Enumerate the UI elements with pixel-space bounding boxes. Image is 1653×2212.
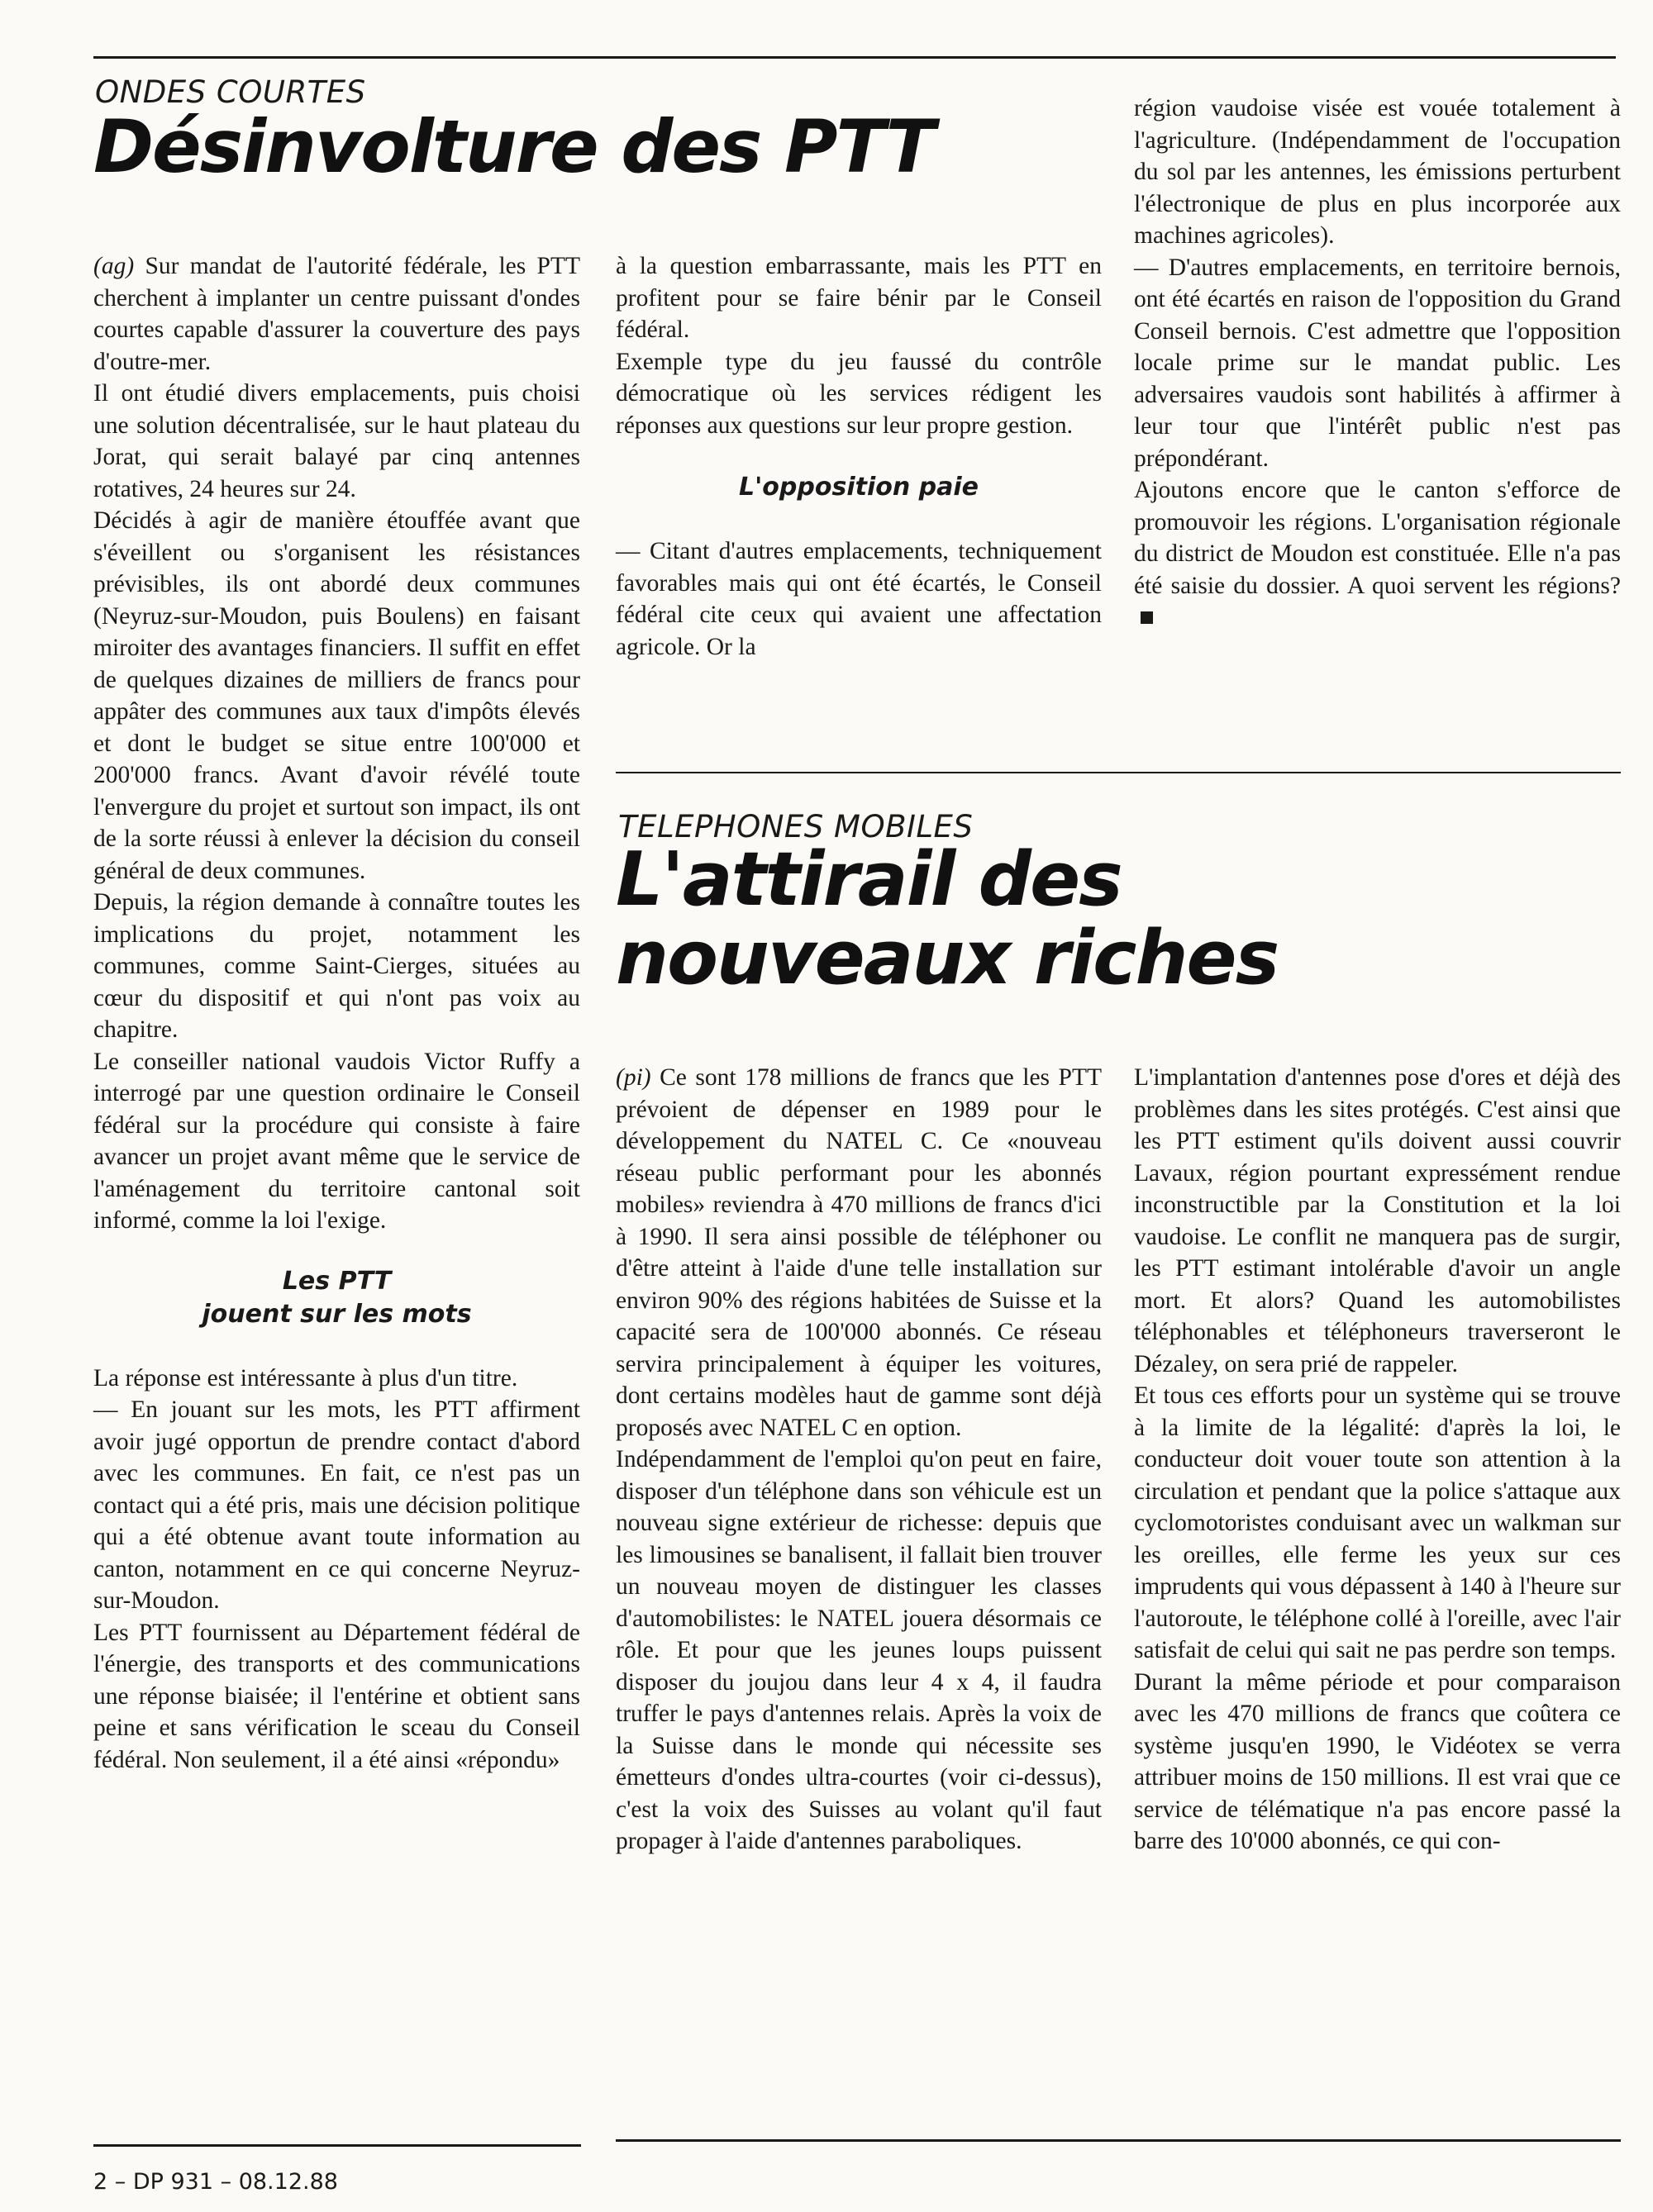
paragraph-text: Durant la même période et pour comparaison avec les 470 millions de francs que coûtera ce système jusqu'en 1990, le Vidéotex se verra attribuer moins de 150 millions. Il est vrai que ce service de télématique n'a pas encore passé la barre des 10'000 abonnés, ce qui con- xyxy=(1134,1668,1621,1854)
article1-subhead-2: L'opposition paie xyxy=(739,473,979,502)
paragraph xyxy=(616,535,1102,663)
article1-col2b-body xyxy=(616,535,1102,663)
article2-kicker: TELEPHONES MOBILES xyxy=(618,809,974,844)
article1-kicker: ONDES COURTES xyxy=(95,74,366,110)
paragraph xyxy=(1134,1062,1621,1380)
article2-col2-body xyxy=(616,1062,1102,1858)
article1-subhead-1-line1: Les PTT xyxy=(282,1266,392,1296)
paragraph-text: Et tous ces efforts pour un système qui se trouve à la limite de la légalité: d'après la loi, le conducteur doit vouer toute son attention à la circulation et pendant que la police s'attaque aux cyclomotoristes conduisant avec un walkman sur les oreilles, elle ferme les yeux sur ces imprudents qui vous dépassent à 140 à l'heure sur l'autoroute, le téléphone collé à l'oreille, avec l'air satisfait de celui qui sait ne pas perdre son temps. xyxy=(1134,1382,1621,1663)
paragraph xyxy=(93,1617,580,1777)
paragraph xyxy=(1134,1667,1621,1858)
article-separator-rule xyxy=(616,772,1621,773)
article1-column-2 xyxy=(616,250,1102,663)
paragraph xyxy=(1134,1380,1621,1667)
paragraph-text: Il ont étudié divers emplacements, puis choisi une solution décentralisée, sur le haut plateau du Jorat, qui serait balayé par cinq antennes rotatives, 24 heures sur 24. xyxy=(93,380,580,502)
paragraph-text: Ce sont 178 millions de francs que les PTT prévoient de dépenser en 1989 pour le développement du NATEL C. Ce «nouveau réseau public performant pour les abonnés mobiles» reviendra à 470 millions de francs d'ici à 1990. Il sera ainsi possible de téléphoner ou d'être atteint à l'aide d'une telle installation sur environ 90% des régions habitées de Suisse et la capacité sera de 100'000 abonnés. Ce réseau servira principalement à équiper les voitures, dont certains modèles haut de gamme sont déjà proposés avec NATEL C en option. xyxy=(616,1064,1102,1441)
paragraph-text: — Citant d'autres emplacements, techniquement favorables mais qui ont été écartés, le Conseil fédéral cite ceux qui avaient une affectation agricole. Or la xyxy=(616,538,1102,660)
top-rule xyxy=(93,56,1616,59)
author-initials: (pi) xyxy=(616,1064,651,1091)
paragraph-text: — En jouant sur les mots, les PTT affirment avoir jugé opportun de prendre contact d'abord avec les communes. En fait, ce n'est pas un contact qui a été pris, mais une décision politique qui a été obtenue avant toute information au canton, notamment en ce qui concerne Neyruz-sur-Moudon. xyxy=(93,1396,580,1614)
paragraph-text: Depuis, la région demande à connaître toutes les implications du projet, notamment les communes, comme Saint-Cierges, situées au cœur du dispositif et qui n'ont pas voix au chapitre. xyxy=(93,889,580,1043)
article1-column-3 xyxy=(1134,93,1621,634)
paragraph-text: L'implantation d'antennes pose d'ores et déjà des problèmes dans les sites protégés. C'est ainsi que les PTT estiment qu'ils doivent aussi couvrir Lavaux, région pourtant expressément rendue inconstructible par la Constitution et la loi vaudoise. Le conflit ne manquera pas de surgir, les PTT estimant intolérable d'avoir un angle mort. Et alors? Quand les automobilistes téléphonables et téléphoneurs traverseront le Dézaley, on sera prié de rappeler. xyxy=(1134,1064,1621,1377)
paragraph xyxy=(616,1444,1102,1858)
paragraph xyxy=(1134,474,1621,634)
paragraph xyxy=(616,250,1102,346)
article1-col3-body xyxy=(1134,93,1621,634)
paragraph xyxy=(616,1062,1102,1444)
paragraph xyxy=(93,378,580,505)
paragraph-text: La réponse est intéressante à plus d'un titre. xyxy=(93,1364,518,1391)
paragraph-text: à la question embarrassante, mais les PTT en profitent pour se faire bénir par le Conseil fédéral. xyxy=(616,253,1102,343)
end-of-article-mark xyxy=(1141,611,1153,624)
page-footer: 2 – DP 931 – 08.12.88 xyxy=(93,2169,338,2195)
article1-col1b-body xyxy=(93,1363,580,1777)
article1-subhead-1-line2: jouent sur les mots xyxy=(202,1299,472,1329)
author-initials: (ag) xyxy=(93,253,135,279)
article2-title-line2: nouveaux riches xyxy=(616,915,1279,1001)
paragraph xyxy=(93,250,580,378)
paragraph-text: Ajoutons encore que le canton s'efforce de promouvoir les régions. L'organisation régionale du district de Moudon est constituée. Elle n'a pas été saisie du dossier. A quoi servent les régions? xyxy=(1134,477,1621,599)
paragraph xyxy=(93,505,580,887)
paragraph xyxy=(93,1363,580,1395)
paragraph-text: Indépendamment de l'emploi qu'on peut en faire, disposer d'un téléphone dans son véhicule est un nouveau signe extérieur de richesse: depuis que les limousines se banalisent, il fallait bien trouver un nouveau moyen de distinguer les classes d'automobilistes: le NATEL jouera désormais ce rôle. Et pour que les jeunes loups puissent disposer du joujou dans leur 4 x 4, il faudra truffer le pays d'antennes relais. Après la voix de la Suisse dans le monde qui nécessite ses émetteurs d'ondes ultra-courtes (voir ci-dessus), c'est la voix des Suisses au volant qu'il faut propager à l'aide d'antennes paraboliques. xyxy=(616,1446,1102,1854)
paragraph-text: Le conseiller national vaudois Victor Ruffy a interrogé par une question ordinaire le Conseil fédéral sur la procédure qui consiste à faire avancer un projet avant même que le service de l'aménagement du territoire cantonal soit informé, comme la loi l'exige. xyxy=(93,1048,580,1234)
bottom-rule-right xyxy=(616,2139,1621,2142)
paragraph xyxy=(93,1394,580,1617)
paragraph xyxy=(93,887,580,1046)
paragraph-text: Décidés à agir de manière étouffée avant que s'éveillent ou s'organisent les résistances prévisibles, ils ont abordé deux communes (Neyruz-sur-Moudon, puis Boulens) en faisant miroiter des avantages financiers. Il suffit en effet de quelques dizaines de milliers de francs pour appâter des communes aux taux d'impôts élevés et dont le budget se situe entre 100'000 et 200'000 francs. Avant d'avoir révélé toute l'envergure du projet et surtout son impact, ils ont de la sorte réussi à enlever la décision du conseil général de deux communes. xyxy=(93,507,580,884)
paragraph-text: Sur mandat de l'autorité fédérale, les PTT cherchent à implanter un centre puissant d'ondes courtes capable d'assurer la couverture des pays d'outre-mer. xyxy=(93,253,580,375)
paragraph xyxy=(1134,93,1621,252)
article2-title-line1: L'attirail des xyxy=(616,836,1122,923)
article2-col3-body xyxy=(1134,1062,1621,1858)
paragraph xyxy=(93,1046,580,1237)
paragraph-text: Les PTT fournissent au Département fédéral de l'énergie, des transports et des communications une réponse biaisée; il l'entérine et obtient sans peine et sans vérification le sceau du Conseil fédéral. Non seulement, il a été ainsi «répondu» xyxy=(93,1619,580,1773)
article1-title: Désinvolture des PTT xyxy=(93,104,934,189)
article1-column-1 xyxy=(93,250,580,1776)
paragraph xyxy=(1134,252,1621,475)
article1-col2-body xyxy=(616,250,1102,441)
paragraph xyxy=(616,346,1102,442)
paragraph-text: Exemple type du jeu faussé du contrôle démocratique où les services rédigent les réponses aux questions sur leur propre gestion. xyxy=(616,348,1102,439)
article1-col1-body xyxy=(93,250,580,1237)
article2-column-3 xyxy=(1134,1062,1621,1858)
paragraph-text: région vaudoise visée est vouée totalement à l'agriculture. (Indépendamment de l'occupation du sol par les antennes, les émissions perturbent l'électronique de plus en plus incorporée aux machines agricoles). xyxy=(1134,95,1621,249)
bottom-rule-left xyxy=(93,2144,581,2147)
article2-column-2 xyxy=(616,1062,1102,1858)
paragraph-text: — D'autres emplacements, en territoire bernois, ont été écartés en raison de l'opposition du Grand Conseil bernois. C'est admettre que l'opposition locale prime sur le mandat public. Les adversaires vaudois sont habilités à affirmer à leur tour que l'intérêt public n'est pas prépondérant. xyxy=(1134,254,1621,472)
